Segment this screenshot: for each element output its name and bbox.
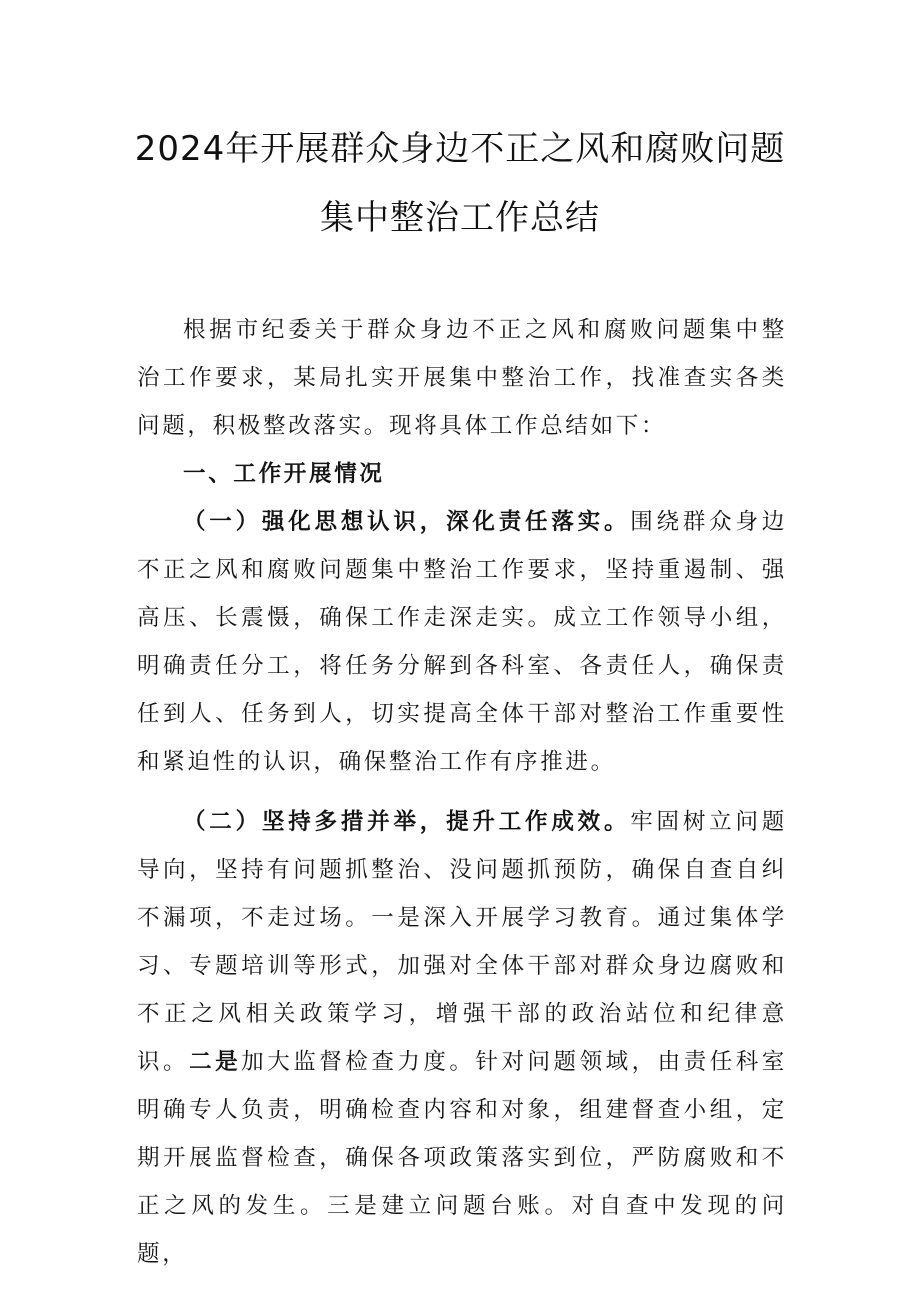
subsection-2-heading: （二）坚持多措并举，提升工作成效。 xyxy=(183,809,631,835)
document-body xyxy=(137,306,787,1278)
subsection-1-text: 围绕群众身边不正之风和腐败问题集中整治工作要求，坚持重遏制、强高压、长震慑，确保工作走深走实。成立工作领导小组，明确责任分工，将任务分解到各科室、各责任人，确保责任到人、任务到人，切实提高全体干部对整治工作重要性和紧迫性的认识，确保整治工作有序推进。 xyxy=(137,509,787,775)
subsection-2-text-a: 牢固树立问题导向，坚持有问题抓整治、没问题抓预防，确保自查自纠不漏项，不走过场。一是深入开展学习教育。通过集体学习、专题培训等形式，加强对全体干部对群众身边腐败和不正之风相关政策学习，增强干部的政治站位和纪律意识。 xyxy=(137,809,787,1075)
section-heading: 一、工作开展情况 xyxy=(183,461,385,487)
subsection-1-paragraph xyxy=(137,498,787,786)
intro-paragraph: 根据市纪委关于群众身边不正之风和腐败问题集中整治工作要求，某局扎实开展集中整治工作，找准查实各类问题，积极整改落实。现将具体工作总结如下： xyxy=(137,317,787,439)
subsection-1-heading: （一）强化思想认识，深化责任落实。 xyxy=(183,509,631,535)
subsection-2-bold-marker: 二是 xyxy=(189,1049,242,1075)
subsection-2-text-c: 加大监督检查力度。针对问题领域，由责任科室明确专人负责，明确检查内容和对象，组建督查小组，定期开展监督检查，确保各项政策落实到位，严防腐败和不正之风的发生。三是建立问题台账。对自查中发现的问题， xyxy=(137,1049,788,1267)
document-title-line-2: 集中整治工作总结 xyxy=(320,198,600,238)
subsection-2-paragraph xyxy=(137,798,787,1278)
document-title-line-1: 2024年开展群众身边不正之风和腐败问题 xyxy=(134,129,786,169)
